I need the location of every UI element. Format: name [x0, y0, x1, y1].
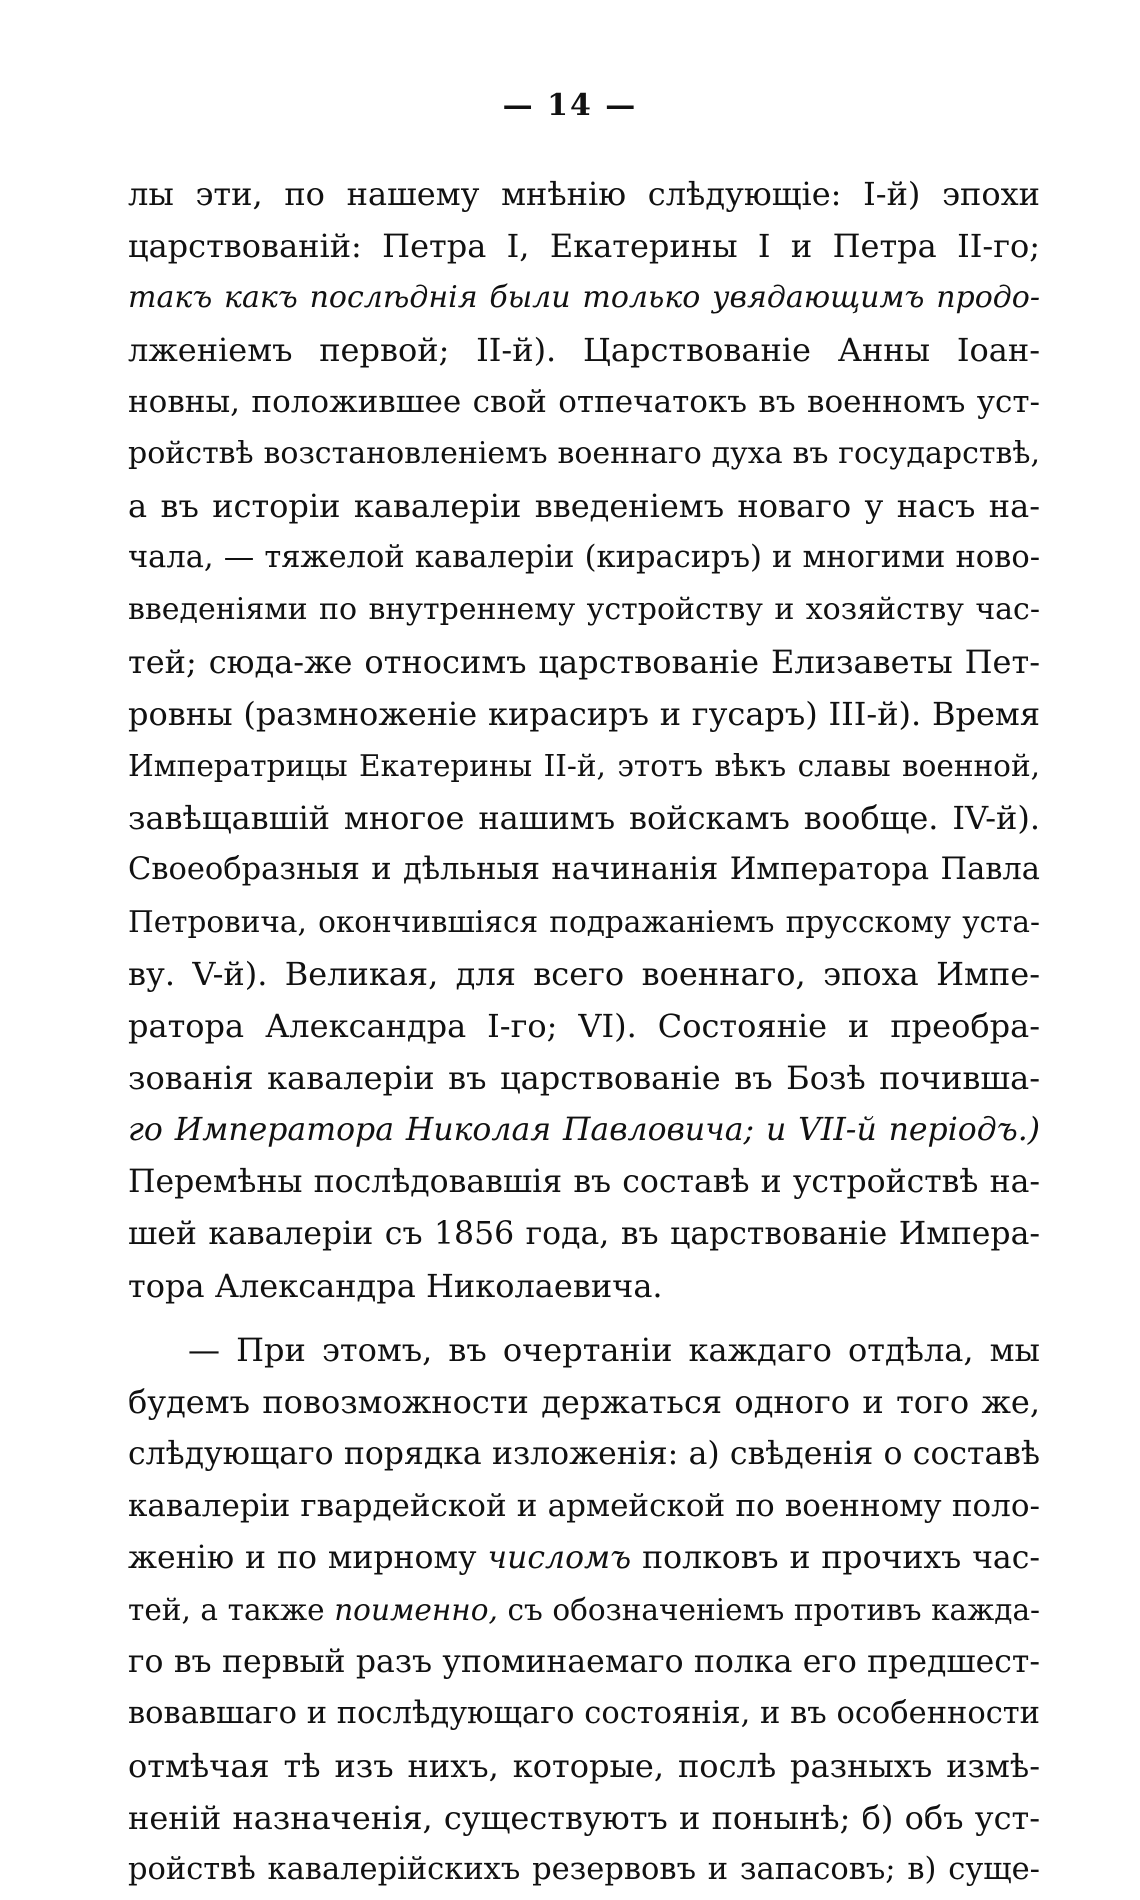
- text-run: слѣдующаго порядка изложенія: а) свѣденія о составѣ: [128, 1436, 1040, 1472]
- text-line: [128, 480, 1040, 532]
- text-run: тей; сюда-же относимъ царствованіе Елизаветы Пет-: [128, 643, 1040, 681]
- text-line: [128, 532, 1040, 584]
- text-run: съ обозначеніемъ противъ кажда-: [497, 1593, 1041, 1627]
- italic-text: такъ какъ послѣднія были только увядающимъ продо-: [128, 280, 1040, 315]
- text-line: [128, 1324, 1040, 1376]
- text-line: [128, 584, 1040, 636]
- text-run: царствованій: Петра І, Екатерины І и Петра II-го;: [128, 227, 1040, 265]
- text-run: зованія кавалеріи въ царствованіе въ Бозѣ почившa-: [128, 1059, 1040, 1097]
- text-run: ву. V-й). Великая, для всего военнаго, эпоха Импе-: [128, 955, 1040, 993]
- text-run: ройствѣ кавалерійскихъ резервовъ и запасовъ; в) суще-: [128, 1852, 1040, 1887]
- text-line: [128, 1376, 1040, 1428]
- text-run: завѣщавшій многое нашимъ войскамъ вообще. IV-й).: [128, 799, 1040, 837]
- text-line: [128, 688, 1040, 740]
- page-number: — 14 —: [502, 88, 638, 123]
- italic-text: поименно,: [334, 1593, 498, 1627]
- text-line: [128, 636, 1040, 688]
- text-run: го въ первый разъ упоминаемаго полка его предшест-: [128, 1644, 1040, 1680]
- italic-text: го Императора Николая Павловича; и VII-й періодъ.): [128, 1112, 1040, 1148]
- text-line: [128, 1792, 1040, 1844]
- text-line: [128, 740, 1040, 792]
- text-line: [128, 1688, 1040, 1740]
- text-run: тора Александра Николаевича.: [128, 1267, 663, 1305]
- text-run: ратора Александра І-го; VI). Состояніе и преобра-: [128, 1007, 1040, 1045]
- text-run: лженіемъ первой; II-й). Царствованіе Анны Іоан-: [128, 331, 1040, 369]
- text-run: отмѣчая тѣ изъ нихъ, которые, послѣ разныхъ измѣ-: [128, 1747, 1040, 1785]
- text-line: [128, 1844, 1040, 1896]
- text-run: тей, а также: [128, 1593, 335, 1627]
- text-line: [128, 1740, 1040, 1792]
- text-line: [128, 896, 1040, 948]
- text-line: [128, 948, 1040, 1000]
- text-run: ровны (размноженіе кирасиръ и гусаръ) III-й). Время: [128, 695, 1040, 733]
- text-line: [128, 1480, 1040, 1532]
- text-line: [128, 168, 1040, 220]
- text-line: [128, 376, 1040, 428]
- text-line: [128, 428, 1040, 480]
- text-run: а въ исторіи кавалеріи введеніемъ новаго у насъ на-: [128, 487, 1040, 525]
- text-run: неній назначенія, существуютъ и понынѣ; б) объ уст-: [128, 1799, 1040, 1837]
- text-line: [128, 1636, 1040, 1688]
- text-run: кавалеріи гвардейской и армейской по военному поло-: [128, 1488, 1040, 1524]
- text-run: Петровича, окончившіяся подражаніемъ прусскому уста-: [128, 905, 1040, 939]
- text-line: [128, 1104, 1040, 1156]
- text-line: [128, 220, 1040, 272]
- text-run: чала, — тяжелой кавалеріи (кирасиръ) и многими ново-: [128, 540, 1040, 575]
- text-line: [128, 1584, 1040, 1636]
- paragraph-gap: [128, 1312, 1040, 1324]
- text-run: вовавшаго и послѣдующаго состоянія, и въ особенности: [128, 1696, 1040, 1731]
- text-run: введеніями по внутреннему устройству и хозяйству час-: [128, 592, 1040, 627]
- text-run: женію и по мирному: [128, 1540, 488, 1576]
- text-line: [128, 272, 1040, 324]
- text-run: Императрицы Екатерины II-й, этотъ вѣкъ славы военной,: [128, 749, 1040, 783]
- text-line: [128, 1428, 1040, 1480]
- body-text: [128, 168, 1040, 1896]
- text-run: Перемѣны послѣдовавшія въ составѣ и устройствѣ на-: [128, 1164, 1040, 1200]
- text-run: шей кавалеріи съ 1856 года, въ царствованіе Импера-: [128, 1216, 1040, 1252]
- text-run: новны, положившее свой отпечатокъ въ военномъ уст-: [128, 384, 1040, 420]
- text-run: ройствѣ возстановленіемъ военнаго духа въ государствѣ,: [128, 436, 1040, 471]
- text-run: — При этомъ, въ очертаніи каждаго отдѣла, мы: [188, 1331, 1040, 1369]
- text-line: [128, 1052, 1040, 1104]
- text-line: [128, 1260, 1040, 1312]
- text-line: [128, 844, 1040, 896]
- text-run: будемъ повозможности держаться одного и того же,: [128, 1383, 1040, 1421]
- text-line: [128, 1000, 1040, 1052]
- text-line: [128, 1208, 1040, 1260]
- text-line: [128, 792, 1040, 844]
- italic-text: числомъ: [487, 1540, 632, 1576]
- text-line: [128, 1532, 1040, 1584]
- text-run: полковъ и прочихъ час-: [631, 1540, 1040, 1576]
- text-line: [128, 1156, 1040, 1208]
- text-run: Своеобразныя и дѣльныя начинанія Императора Павла: [128, 852, 1040, 887]
- text-line: [128, 324, 1040, 376]
- text-run: лы эти, по нашему мнѣнію слѣдующіе: І-й) эпохи: [128, 175, 1040, 213]
